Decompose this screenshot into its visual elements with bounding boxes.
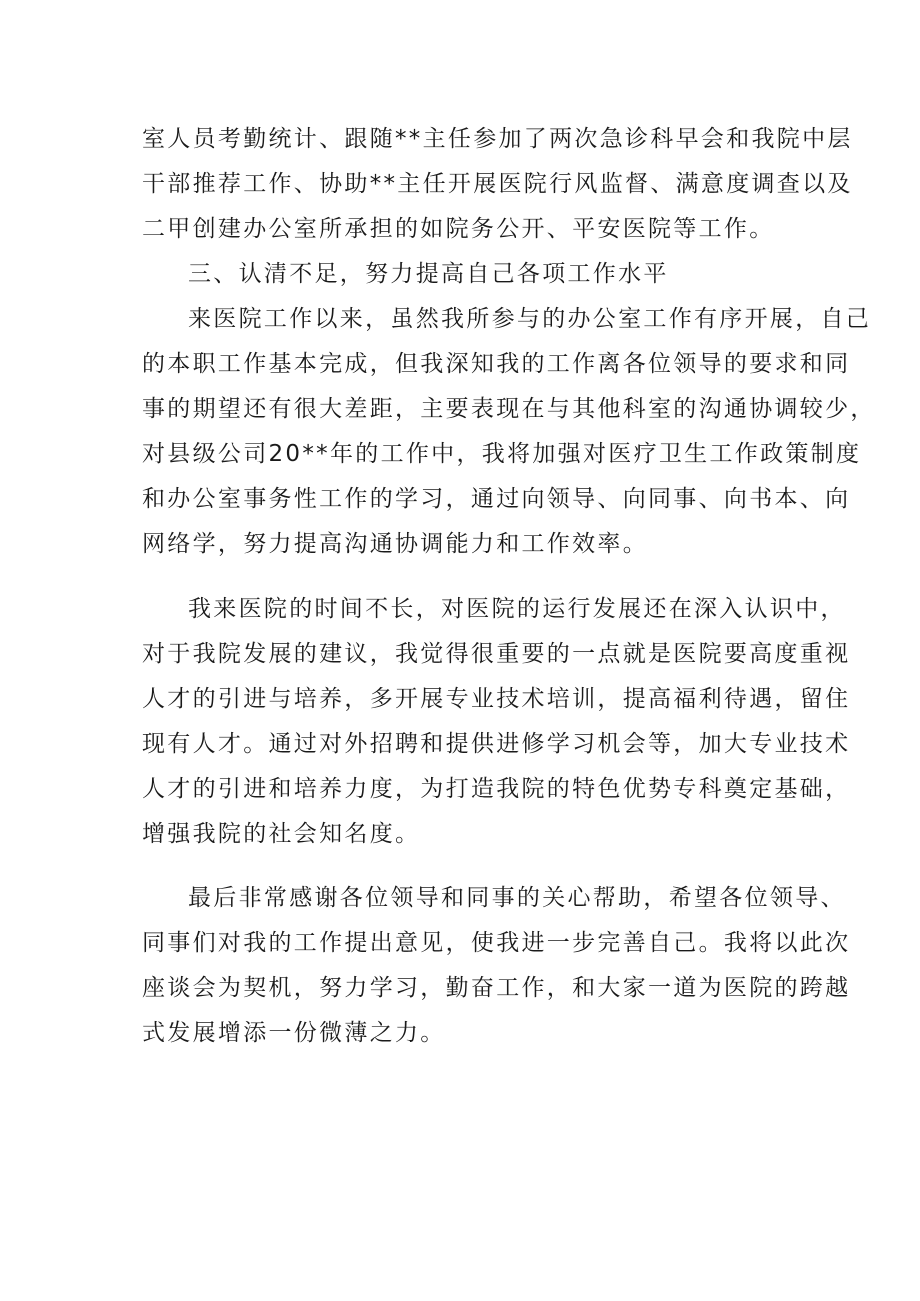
paragraph-line: 的本职工作基本完成，但我深知我的工作离各位领导的要求和同	[142, 351, 851, 377]
paragraph-line: 对于我院发展的建议，我觉得很重要的一点就是医院要高度重视	[142, 641, 851, 667]
paragraph-line: 室人员考勤统计、跟随**主任参加了两次急诊科早会和我院中层	[142, 126, 853, 152]
paragraph-line: 人才的引进和培养力度，为打造我院的特色优势专科奠定基础，	[142, 776, 851, 802]
paragraph-line: 对县级公司20**年的工作中，我将加强对医疗卫生工作政策制度	[142, 441, 862, 467]
paragraph-line: 最后非常感谢各位领导和同事的关心帮助，希望各位领导、	[188, 885, 846, 911]
paragraph-line: 来医院工作以来，虽然我所参与的办公室工作有序开展，自己	[188, 306, 872, 332]
section-heading: 三、认清不足，努力提高自己各项工作水平	[188, 261, 669, 287]
paragraph-line: 人才的引进与培养，多开展专业技术培训，提高福利待遇，留住	[142, 686, 851, 712]
paragraph-line: 座谈会为契机，努力学习，勤奋工作，和大家一道为医院的跨越	[142, 975, 851, 1001]
paragraph-line: 二甲创建办公室所承担的如院务公开、平安医院等工作。	[142, 216, 775, 242]
paragraph-line: 同事们对我的工作提出意见，使我进一步完善自己。我将以此次	[142, 930, 851, 956]
paragraph-line: 干部推荐工作、协助**主任开展医院行风监督、满意度调查以及	[142, 171, 853, 197]
paragraph-line: 我来医院的时间不长，对医院的运行发展还在深入认识中，	[188, 596, 846, 622]
paragraph-line: 现有人才。通过对外招聘和提供进修学习机会等，加大专业技术	[142, 731, 851, 757]
paragraph-line: 增强我院的社会知名度。	[142, 821, 421, 847]
paragraph-line: 式发展增添一份微薄之力。	[142, 1020, 446, 1046]
paragraph-line: 网络学，努力提高沟通协调能力和工作效率。	[142, 531, 648, 557]
paragraph-line: 事的期望还有很大差距，主要表现在与其他科室的沟通协调较少，	[142, 396, 876, 422]
paragraph-line: 和办公室事务性工作的学习，通过向领导、向同事、向书本、向	[142, 486, 851, 512]
